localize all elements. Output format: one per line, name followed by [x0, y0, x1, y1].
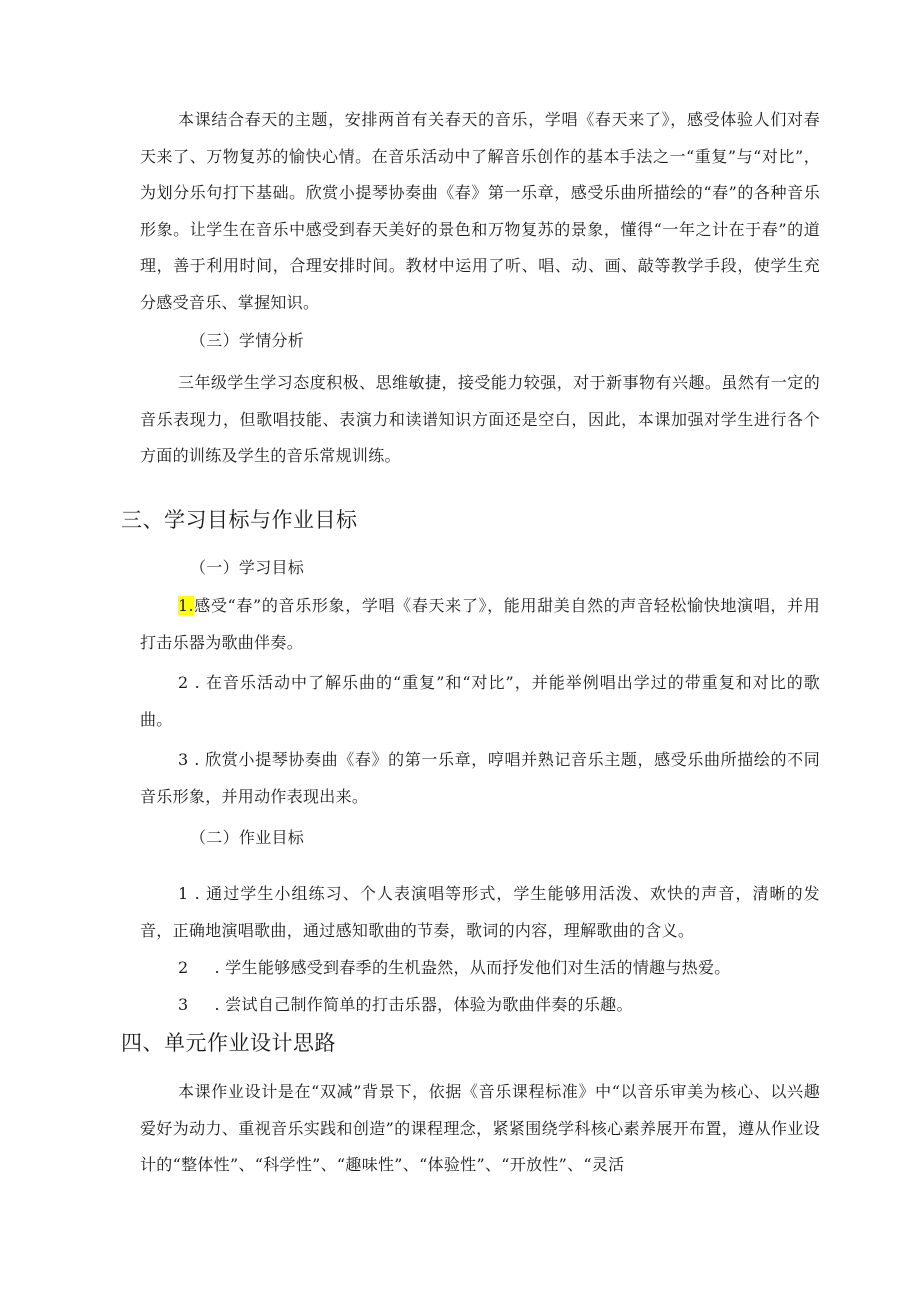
learning-goal-1 [140, 588, 820, 661]
learning-analysis-title: （三）学情分析 [190, 331, 305, 350]
hw2-text: . 学生能够感受到春季的生机盎然，从而抒发他们对生活的情趣与热爱。 [214, 958, 731, 977]
learning-goals-title: （一）学习目标 [190, 558, 305, 577]
homework-goal-1: 1 . 通过学生小组练习、个人表演唱等形式，学生能够用活泼、欢快的声音，清晰的发音，正确地演唱歌曲，通过感知歌曲的节奏，歌词的内容，理解歌曲的含义。 [140, 884, 820, 940]
goal1-text: 感受“春”的音乐形象，学唱《春天来了》，能用甜美自然的声音轻松愉快地演唱，并用打击乐器为歌曲伴奏。 [140, 596, 820, 652]
hw3-number: 3 [178, 995, 189, 1014]
hw3-text: . 尝试自己制作简单的打击乐器，体验为歌曲伴奏的乐趣。 [214, 995, 633, 1014]
section4-heading: 四、单元作业设计思路 [121, 1031, 336, 1055]
section3-heading: 三、学习目标与作业目标 [121, 508, 358, 532]
homework-goal-3 [140, 987, 820, 1024]
homework-goal-2 [140, 950, 820, 987]
homework-goals-title: （二）作业目标 [190, 828, 305, 847]
goal1-number-highlight: 1. [178, 596, 194, 615]
learning-goal-3: 3 . 欣赏小提琴协奏曲《春》的第一乐章，哼唱并熟记音乐主题，感受乐曲所描绘的不同音乐形象，并用动作表现出来。 [140, 750, 820, 806]
section4-body: 本课作业设计是在“双减”背景下，依据《音乐课程标准》中“以音乐审美为核心、以兴趣爱好为动力、重视音乐实践和创造”的课程理念，紧紧围绕学科核心素养展开布置，遵从作业设计的“整体性”、“科学性”、“趣味性”、“体验性”、“开放性”、“灵活 [140, 1082, 820, 1174]
hw2-number: 2 [178, 958, 189, 977]
learning-analysis-body: 三年级学生学习态度积极、思维敏捷，接受能力较强，对于新事物有兴趣。虽然有一定的音乐表现力，但歌唱技能、表演力和读谱知识方面还是空白，因此，本课加强对学生进行各个方面的训练及学生的音乐常规训练。 [140, 373, 820, 465]
intro-paragraph: 本课结合春天的主题，安排两首有关春天的音乐，学唱《春天来了》，感受体验人们对春天来了、万物复苏的愉快心情。在音乐活动中了解音乐创作的基本手法之一“重复”与“对比”，为划分乐句打下基础。欣赏小提琴协奏曲《春》第一乐章，感受乐曲所描绘的“春”的各种音乐形象。让学生在音乐中感受到春天美好的景色和万物复苏的景象，懂得“一年之计在于春”的道理，善于利用时间，合理安排时间。教材中运用了听、唱、动、画、敲等教学手段，使学生充分感受音乐、掌握知识。 [140, 110, 820, 312]
learning-goal-2: 2 . 在音乐活动中了解乐曲的“重复”和“对比”，并能举例唱出学过的带重复和对比的歌曲。 [140, 673, 820, 729]
